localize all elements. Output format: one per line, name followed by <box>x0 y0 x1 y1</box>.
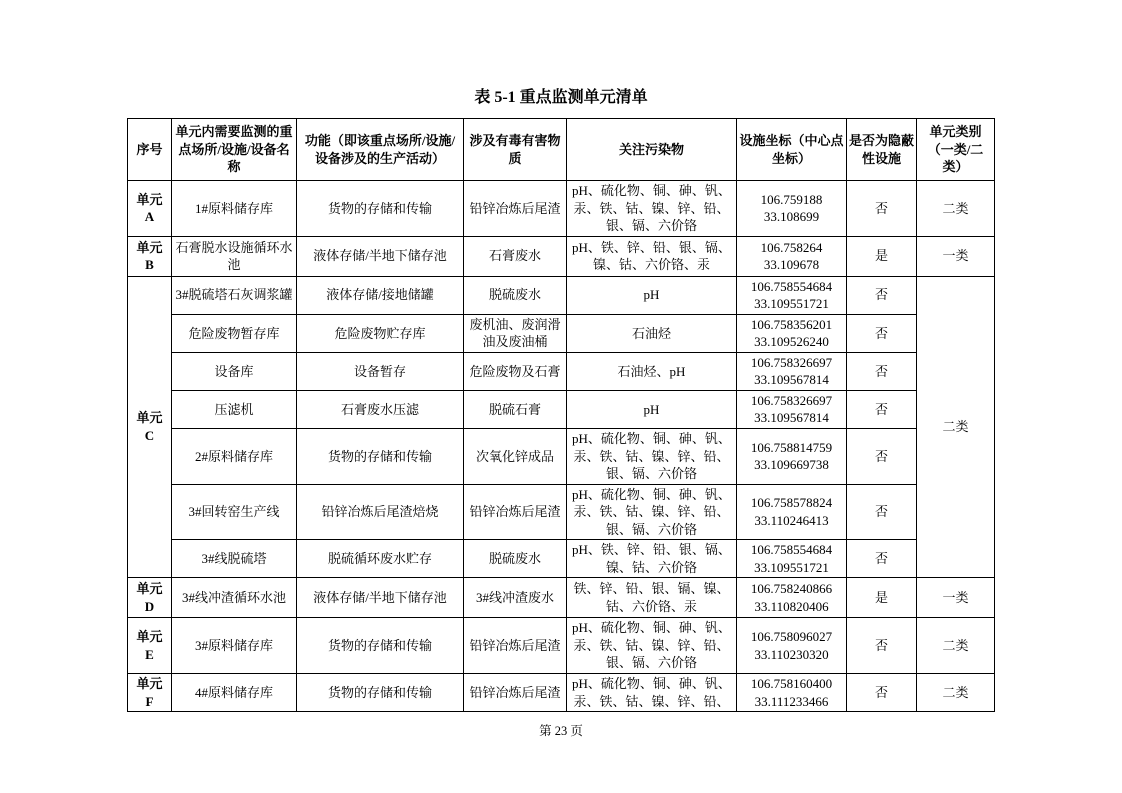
cell-coordinates <box>737 181 847 237</box>
cell-function: 危险废物贮存库 <box>297 314 464 352</box>
unit-id-line: D <box>144 598 155 614</box>
table-row <box>128 181 995 237</box>
cell-hidden: 否 <box>847 429 917 485</box>
unit-id-line: 单元 <box>136 410 163 426</box>
cell-coordinates <box>737 578 847 618</box>
table-row <box>128 314 995 352</box>
cell-function: 液体存储/接地储罐 <box>297 276 464 314</box>
cell-substance: 危险废物及石膏 <box>464 352 567 390</box>
cell-hidden: 否 <box>847 484 917 540</box>
cell-substance: 脱硫石膏 <box>464 390 567 428</box>
cell-pollutants: pH、硫化物、铜、砷、钒、汞、铁、钴、镍、锌、铅、银、镉、六价铬 <box>567 484 737 540</box>
table-row <box>128 390 995 428</box>
coordinate-longitude: 106.758356201 <box>750 316 833 332</box>
header-function: 功能（即该重点场所/设施/设备涉及的生产活动） <box>297 119 464 181</box>
coordinate-latitude: 33.110230320 <box>754 646 829 662</box>
cell-facility-name: 1#原料储存库 <box>172 181 297 237</box>
cell-hidden: 否 <box>847 390 917 428</box>
coordinate-longitude: 106.758554684 <box>750 278 833 294</box>
cell-substance: 铅锌冶炼后尾渣 <box>464 674 567 712</box>
table-row <box>128 429 995 485</box>
unit-id-line: 单元 <box>136 581 163 597</box>
cell-coordinates <box>737 236 847 276</box>
table-row <box>128 276 995 314</box>
cell-category: 二类 <box>917 674 995 712</box>
coordinate-latitude: 33.108699 <box>763 209 820 225</box>
cell-unit-id <box>128 618 172 674</box>
header-category: 单元类别（一类/二类） <box>917 119 995 181</box>
coordinate-latitude: 33.110820406 <box>754 598 829 614</box>
cell-facility-name: 4#原料储存库 <box>172 674 297 712</box>
table-row <box>128 236 995 276</box>
header-serial: 序号 <box>128 119 172 181</box>
cell-hidden: 否 <box>847 352 917 390</box>
coordinate-longitude: 106.759188 <box>760 191 823 207</box>
header-facility-name: 单元内需要监测的重点场所/设施/设备名称 <box>172 119 297 181</box>
cell-hidden: 否 <box>847 314 917 352</box>
cell-substance: 脱硫废水 <box>464 276 567 314</box>
cell-function: 设备暂存 <box>297 352 464 390</box>
coordinate-latitude: 33.109526240 <box>754 334 829 350</box>
cell-coordinates <box>737 540 847 578</box>
cell-pollutants: 石油烃 <box>567 314 737 352</box>
cell-substance: 废机油、废润滑油及废油桶 <box>464 314 567 352</box>
coordinate-longitude: 106.758814759 <box>750 439 833 455</box>
cell-facility-name: 压滤机 <box>172 390 297 428</box>
coordinate-latitude: 33.109551721 <box>754 296 829 312</box>
cell-function: 脱硫循环废水贮存 <box>297 540 464 578</box>
page-title: 表 5-1 重点监测单元清单 <box>474 89 648 106</box>
cell-facility-name: 石膏脱水设施循环水池 <box>172 236 297 276</box>
table-row <box>128 352 995 390</box>
cell-unit-id <box>128 674 172 712</box>
cell-pollutants: pH、铁、锌、铅、银、镉、镍、钴、六价铬、汞 <box>567 236 737 276</box>
coordinate-latitude: 33.110246413 <box>754 512 829 528</box>
cell-hidden: 否 <box>847 181 917 237</box>
cell-pollutants: pH <box>567 390 737 428</box>
coordinate-latitude: 33.111233466 <box>754 693 829 709</box>
table-header-row <box>128 119 995 181</box>
cell-category: 二类 <box>917 618 995 674</box>
cell-hidden: 否 <box>847 540 917 578</box>
cell-substance: 铅锌冶炼后尾渣 <box>464 484 567 540</box>
cell-unit-id <box>128 236 172 276</box>
cell-facility-name: 3#回转窑生产线 <box>172 484 297 540</box>
page-number: 第 23 页 <box>539 724 583 739</box>
header-substance: 涉及有毒有害物质 <box>464 119 567 181</box>
cell-facility-name: 3#线脱硫塔 <box>172 540 297 578</box>
cell-function: 铅锌冶炼后尾渣焙烧 <box>297 484 464 540</box>
coordinate-latitude: 33.109678 <box>763 257 820 273</box>
coordinate-longitude: 106.758578824 <box>750 495 833 511</box>
cell-function: 石膏废水压滤 <box>297 390 464 428</box>
monitoring-units-table <box>127 118 995 712</box>
cell-hidden: 否 <box>847 276 917 314</box>
table-row <box>128 578 995 618</box>
cell-pollutants: pH、铁、锌、铅、银、镉、镍、钴、六价铬 <box>567 540 737 578</box>
cell-substance: 铅锌冶炼后尾渣 <box>464 181 567 237</box>
cell-function: 液体存储/半地下储存池 <box>297 236 464 276</box>
cell-pollutants: 石油烃、pH <box>567 352 737 390</box>
cell-hidden: 是 <box>847 578 917 618</box>
coordinate-longitude: 106.758240866 <box>750 581 833 597</box>
cell-pollutants: pH、硫化物、铜、砷、钒、汞、铁、钴、镍、锌、铅、银、镉、六价铬 <box>567 181 737 237</box>
cell-facility-name: 3#线冲渣循环水池 <box>172 578 297 618</box>
cell-coordinates <box>737 390 847 428</box>
cell-coordinates <box>737 352 847 390</box>
unit-id-line: 单元 <box>136 676 163 692</box>
cell-hidden: 否 <box>847 674 917 712</box>
cell-pollutants: pH <box>567 276 737 314</box>
cell-substance: 铅锌冶炼后尾渣 <box>464 618 567 674</box>
header-hidden: 是否为隐蔽性设施 <box>847 119 917 181</box>
coordinate-longitude: 106.758326697 <box>750 354 833 370</box>
cell-pollutants: 铁、锌、铅、银、镉、镍、钴、六价铬、汞 <box>567 578 737 618</box>
cell-pollutants: pH、硫化物、铜、砷、钒、汞、铁、钴、镍、锌、铅、 <box>567 674 737 712</box>
cell-coordinates <box>737 314 847 352</box>
cell-coordinates <box>737 618 847 674</box>
cell-unit-id <box>128 276 172 578</box>
cell-function: 货物的存储和传输 <box>297 429 464 485</box>
coordinate-longitude: 106.758264 <box>760 239 823 255</box>
cell-category: 二类 <box>917 181 995 237</box>
coordinate-longitude: 106.758554684 <box>750 542 833 558</box>
cell-coordinates <box>737 429 847 485</box>
table-row <box>128 674 995 712</box>
cell-function: 货物的存储和传输 <box>297 674 464 712</box>
cell-facility-name: 2#原料储存库 <box>172 429 297 485</box>
cell-substance: 3#线冲渣废水 <box>464 578 567 618</box>
cell-facility-name: 3#脱硫塔石灰调浆罐 <box>172 276 297 314</box>
coordinate-latitude: 33.109551721 <box>754 559 829 575</box>
table-row <box>128 484 995 540</box>
cell-category: 一类 <box>917 236 995 276</box>
unit-id-line: E <box>145 646 154 662</box>
cell-facility-name: 危险废物暂存库 <box>172 314 297 352</box>
cell-function: 货物的存储和传输 <box>297 618 464 674</box>
unit-id-line: 单元 <box>136 239 163 255</box>
coordinate-latitude: 33.109669738 <box>754 457 829 473</box>
unit-id-line: A <box>144 209 155 225</box>
header-coordinates: 设施坐标（中心点坐标） <box>737 119 847 181</box>
cell-hidden: 否 <box>847 618 917 674</box>
cell-pollutants: pH、硫化物、铜、砷、钒、汞、铁、钴、镍、锌、铅、银、镉、六价铬 <box>567 429 737 485</box>
coordinate-longitude: 106.758160400 <box>750 676 833 692</box>
header-pollutants: 关注污染物 <box>567 119 737 181</box>
cell-pollutants: pH、硫化物、铜、砷、钒、汞、铁、钴、镍、锌、铅、银、镉、六价铬 <box>567 618 737 674</box>
cell-unit-id <box>128 181 172 237</box>
cell-category: 二类 <box>917 276 995 578</box>
table-row <box>128 618 995 674</box>
unit-id-line: 单元 <box>136 629 163 645</box>
cell-hidden: 是 <box>847 236 917 276</box>
cell-coordinates <box>737 484 847 540</box>
cell-coordinates <box>737 674 847 712</box>
cell-coordinates <box>737 276 847 314</box>
cell-facility-name: 3#原料储存库 <box>172 618 297 674</box>
cell-function: 液体存储/半地下储存池 <box>297 578 464 618</box>
table-row <box>128 540 995 578</box>
cell-facility-name: 设备库 <box>172 352 297 390</box>
cell-substance: 次氧化锌成品 <box>464 429 567 485</box>
cell-category: 一类 <box>917 578 995 618</box>
cell-substance: 脱硫废水 <box>464 540 567 578</box>
unit-id-line: B <box>145 257 154 273</box>
coordinate-latitude: 33.109567814 <box>754 410 829 426</box>
unit-id-line: F <box>145 693 154 709</box>
cell-substance: 石膏废水 <box>464 236 567 276</box>
cell-unit-id <box>128 578 172 618</box>
cell-function: 货物的存储和传输 <box>297 181 464 237</box>
coordinate-longitude: 106.758096027 <box>750 629 833 645</box>
coordinate-longitude: 106.758326697 <box>750 392 833 408</box>
unit-id-line: C <box>144 428 155 444</box>
coordinate-latitude: 33.109567814 <box>754 372 829 388</box>
unit-id-line: 单元 <box>136 191 163 207</box>
